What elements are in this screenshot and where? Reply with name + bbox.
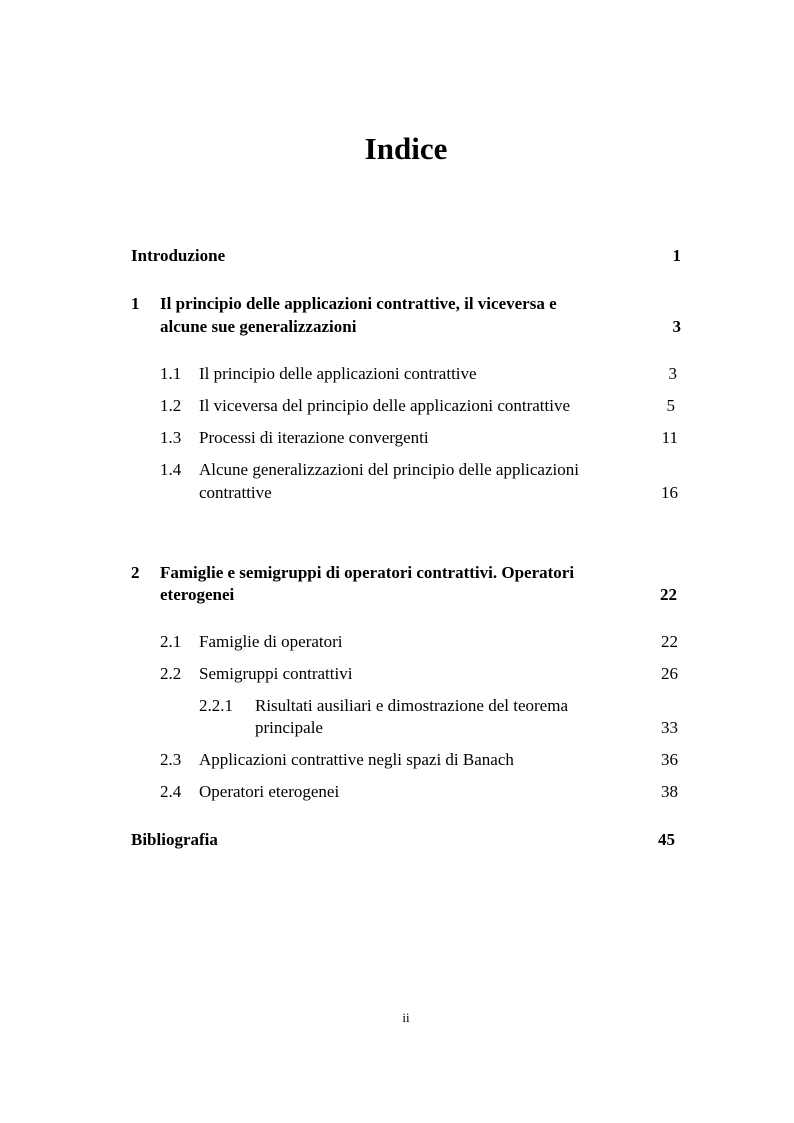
chapter-title-line-2: alcune sue generalizzazioni — [160, 317, 357, 336]
section-number: 2.2 — [160, 664, 182, 683]
section-number: 1.1 — [160, 364, 182, 383]
section-title: Processi di iterazione convergenti — [199, 428, 429, 447]
toc-entry-label: Bibliografia — [131, 830, 218, 849]
section-number: 1.3 — [160, 428, 182, 447]
subsection-number: 2.2.1 — [199, 696, 233, 715]
toc-page-number: 36 — [661, 750, 678, 769]
toc-page-number: 45 — [658, 830, 675, 849]
subsection-title-line-1: Risultati ausiliari e dimostrazione del teorema — [255, 696, 568, 715]
chapter-title-line-2: eterogenei — [160, 585, 235, 604]
section-title: Operatori eterogenei — [199, 782, 340, 801]
section-number: 1.4 — [160, 460, 182, 479]
section-title: Il principio delle applicazioni contrattive — [199, 364, 477, 383]
toc-page-number: 22 — [661, 632, 678, 651]
toc-page-number: 22 — [660, 585, 677, 604]
page-number: ii — [402, 1010, 410, 1025]
section-number: 2.1 — [160, 632, 182, 651]
toc-page-number: 11 — [661, 428, 678, 447]
toc-page-number: 38 — [661, 782, 678, 801]
chapter-title-line-1: Il principio delle applicazioni contrattive, il viceversa e — [160, 294, 557, 313]
toc-page-number: 16 — [661, 483, 678, 502]
section-title-line-1: Alcune generalizzazioni del principio delle applicazioni — [199, 460, 579, 479]
section-title: Il viceversa del principio delle applicazioni contrattive — [199, 396, 571, 415]
page-title: Indice — [364, 131, 448, 166]
toc-page-number: 26 — [661, 664, 678, 683]
section-number: 2.4 — [160, 782, 182, 801]
toc-page-number: 3 — [668, 364, 677, 383]
section-title: Famiglie di operatori — [199, 632, 343, 651]
chapter-number: 1 — [131, 294, 140, 313]
chapter-title-line-1: Famiglie e semigruppi di operatori contrattivi. Operatori — [160, 563, 575, 582]
toc-entry-label: Introduzione — [131, 246, 226, 265]
section-title: Applicazioni contrattive negli spazi di Banach — [199, 750, 514, 769]
subsection-title-line-2: principale — [255, 718, 323, 737]
section-number: 2.3 — [160, 750, 182, 769]
toc-page-number: 3 — [672, 317, 681, 336]
chapter-number: 2 — [131, 563, 140, 582]
toc-page-number: 1 — [672, 246, 681, 265]
section-title-line-2: contrattive — [199, 483, 272, 502]
section-title: Semigruppi contrattivi — [199, 664, 353, 683]
section-number: 1.2 — [160, 396, 182, 415]
toc-page-number: 5 — [666, 396, 675, 415]
toc-page-number: 33 — [661, 718, 678, 737]
